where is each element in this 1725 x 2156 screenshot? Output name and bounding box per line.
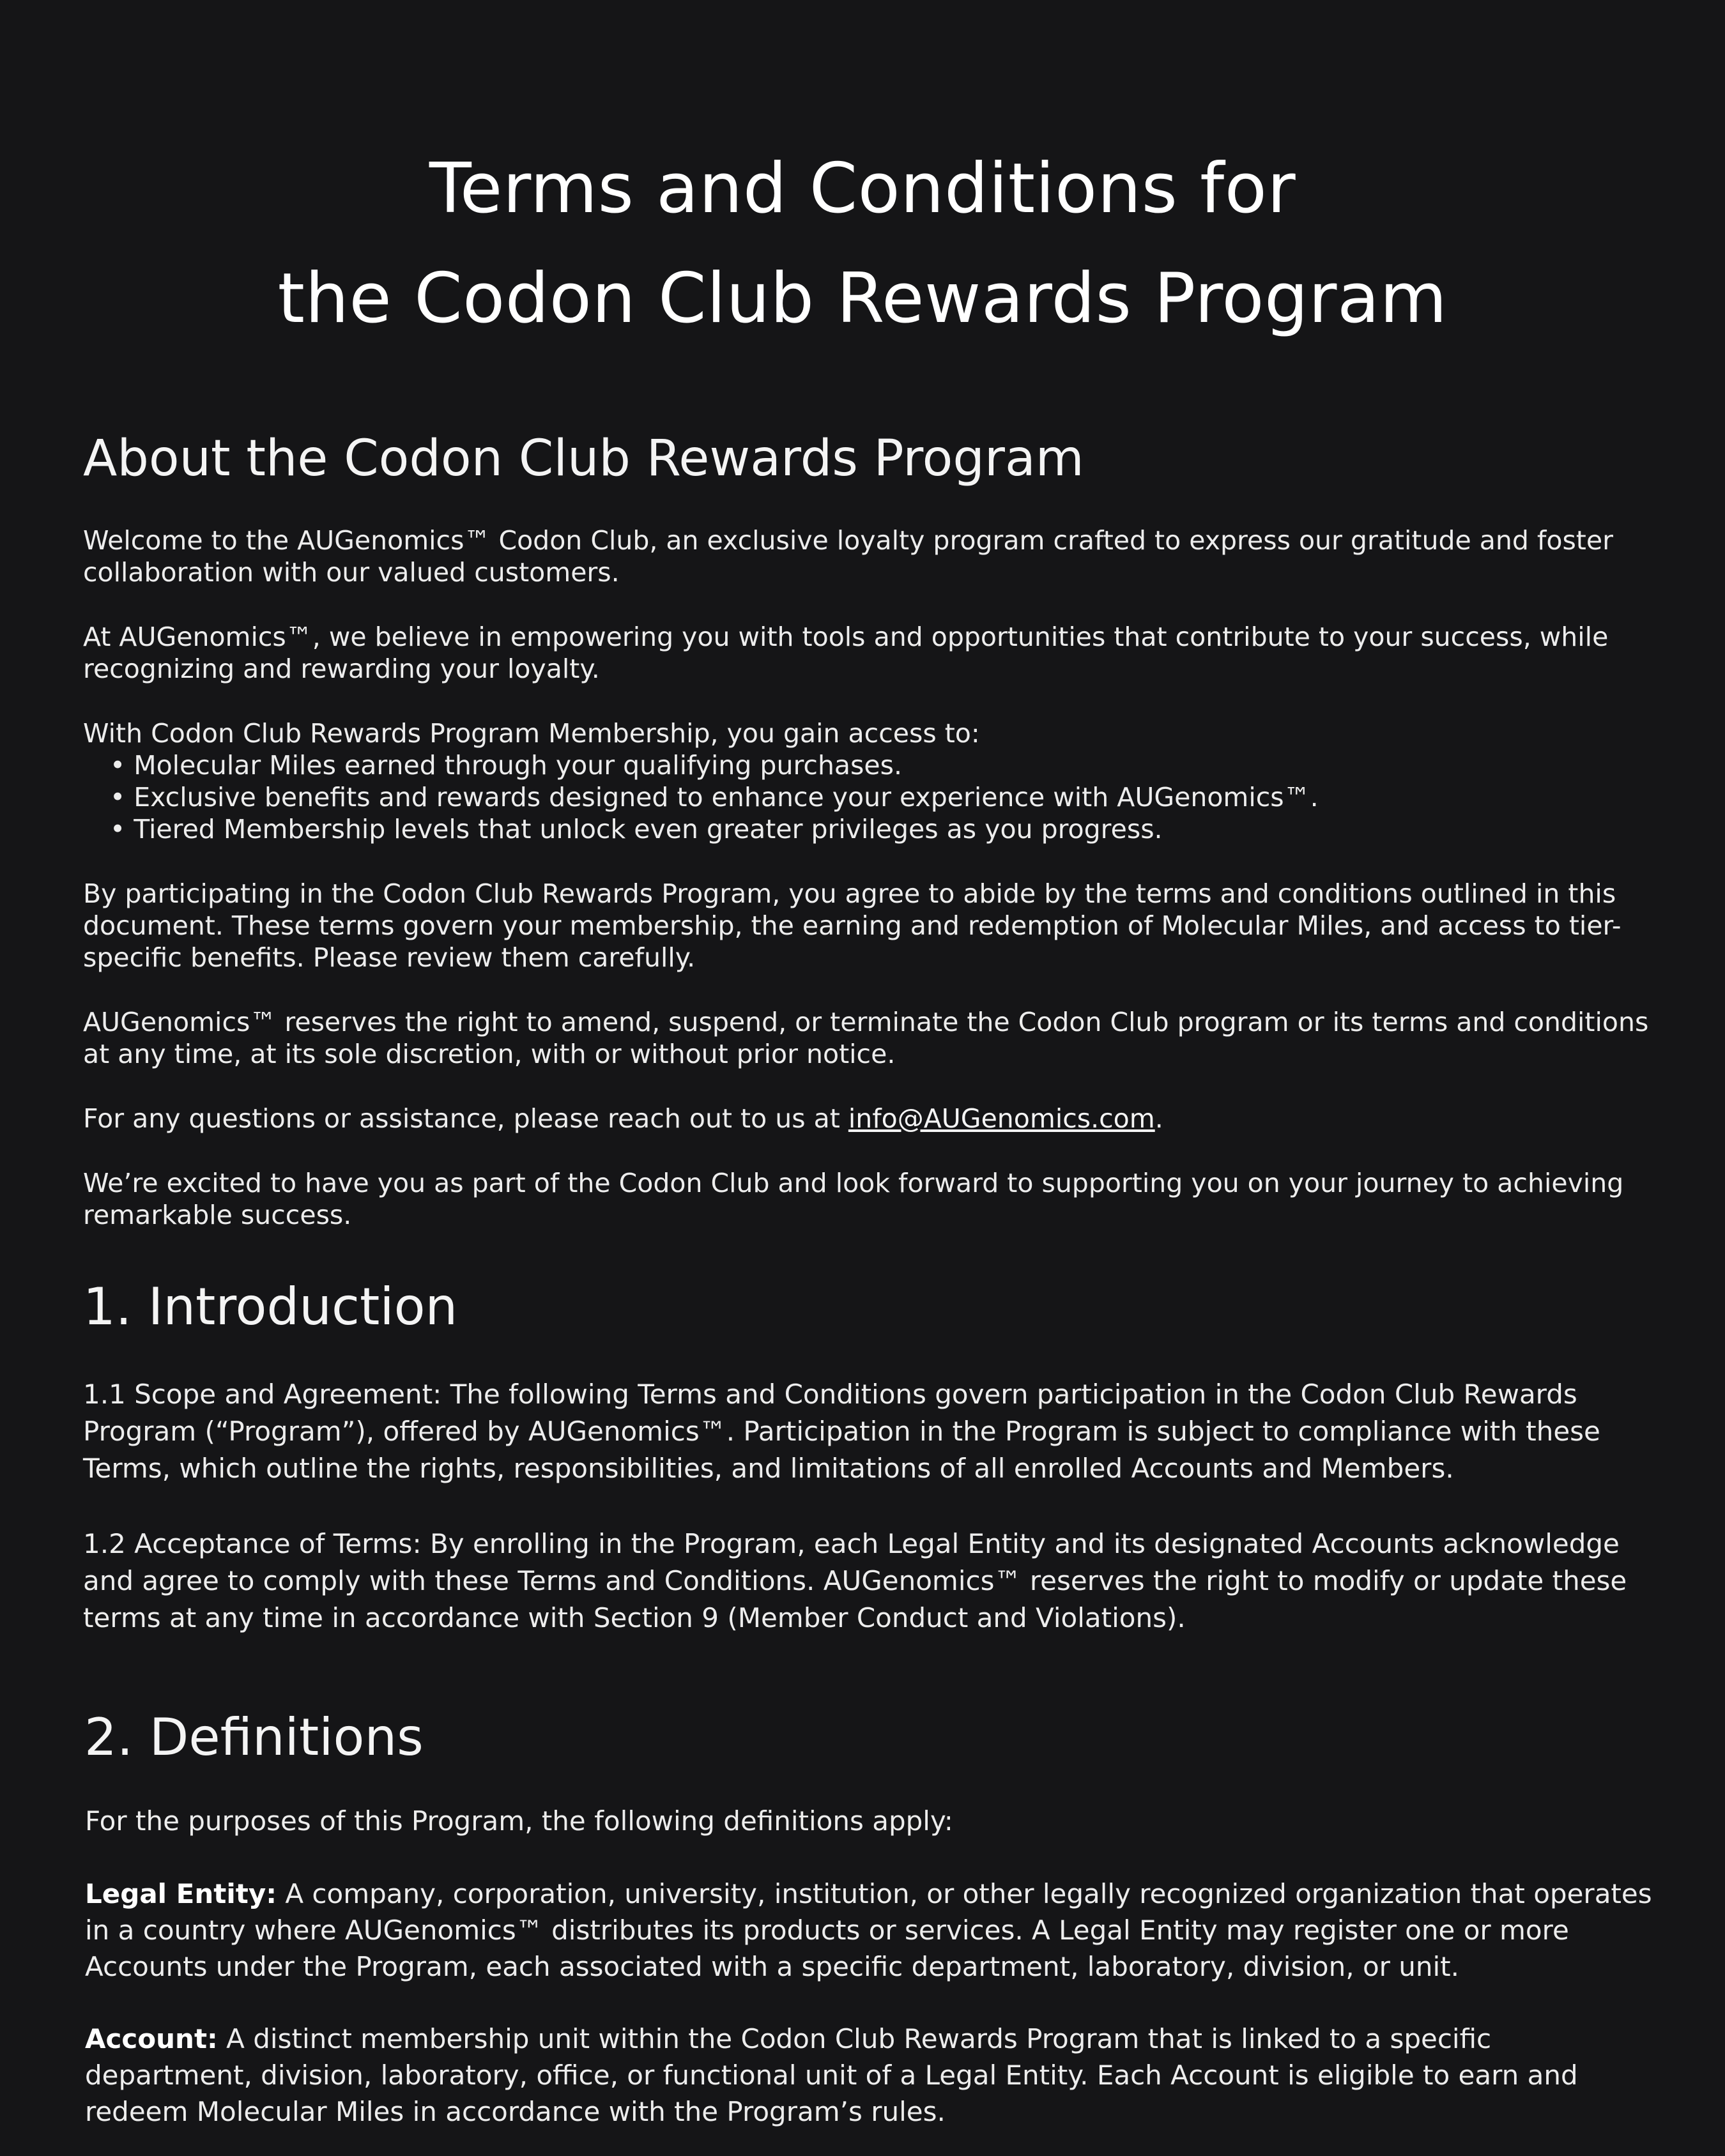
definition-term: Legal Entity:	[85, 1878, 277, 1909]
contact-text-end: .	[1154, 1103, 1163, 1134]
definition-legal-entity	[85, 1876, 1663, 1985]
definition-account	[85, 2021, 1663, 2130]
definitions-intro: For the purposes of this Program, the following definitions apply:	[85, 1805, 953, 1837]
page-title	[0, 134, 1725, 354]
benefits-list	[83, 749, 1661, 845]
about-paragraph-amend: AUGenomics™ reserves the right to amend, suspend, or terminate the Codon Club program or its terms and conditions at any time, at its sole discretion, with or without prior notice.	[83, 1007, 1649, 1069]
about-paragraph-participating: By participating in the Codon Club Rewards Program, you agree to abide by the terms and conditions outlined in this document. These terms govern your membership, the earning and redemption of Molecular Miles, and access to tier-specific benefits. Please review them carefully.	[83, 878, 1621, 973]
contact-text: For any questions or assistance, please reach out to us at	[83, 1103, 848, 1134]
about-paragraph-believe: At AUGenomics™, we believe in empowering you with tools and opportunities that contribute to your success, while recognizing and rewarding your loyalty.	[83, 622, 1609, 684]
definitions-heading: 2. Definitions	[84, 1708, 424, 1767]
membership-benefits	[83, 717, 1661, 845]
definition-text: A distinct membership unit within the Codon Club Rewards Program that is linked to a specific department, division, laboratory, office, or functional unit of a Legal Entity. Each Account is eligible to earn and redeem Molecular Miles in accordance with the Program’s rules.	[85, 2023, 1578, 2127]
list-item: • Tiered Membership levels that unlock even greater privileges as you progress.	[110, 813, 1661, 845]
list-item: • Molecular Miles earned through your qualifying purchases.	[110, 749, 1661, 781]
about-paragraph-contact	[83, 1103, 1661, 1135]
definition-text: A company, corporation, university, institution, or other legally recognized organization that operates in a country where AUGenomics™ distributes its products or services. A Legal Entity may register one or more Accounts under the Program, each associated with a specific department, laboratory, division, or unit.	[85, 1878, 1652, 1982]
about-paragraph-excited: We’re excited to have you as part of the Codon Club and look forward to supporting you on your journey to achieving remarkable success.	[83, 1168, 1624, 1230]
page-title-line-1: Terms and Conditions for	[429, 149, 1296, 229]
about-paragraph-welcome: Welcome to the AUGenomics™ Codon Club, an exclusive loyalty program crafted to express our gratitude and foster collaboration with our valued customers.	[83, 525, 1613, 588]
intro-scope-agreement: 1.1 Scope and Agreement: The following Terms and Conditions govern participation in the Codon Club Rewards Program (“Program”), offered by AUGenomics™. Participation in the Program is subject to compliance with these Terms, which outline the rights, responsibilities, and limitations of all enrolled Accounts and Members.	[83, 1379, 1600, 1484]
introduction-heading: 1. Introduction	[83, 1277, 458, 1336]
definition-term: Account:	[85, 2023, 218, 2054]
membership-benefits-intro: With Codon Club Rewards Program Membership, you gain access to:	[83, 718, 980, 749]
about-heading: About the Codon Club Rewards Program	[83, 430, 1084, 487]
list-item: • Exclusive benefits and rewards designed to enhance your experience with AUGenomics™.	[110, 781, 1661, 813]
contact-email-link[interactable]: info@AUGenomics.com	[848, 1103, 1155, 1134]
intro-acceptance-terms: 1.2 Acceptance of Terms: By enrolling in the Program, each Legal Entity and its designated Accounts acknowledge and agree to comply with these Terms and Conditions. AUGenomics™ reserves the right to modify or update these terms at any time in accordance with Section 9 (Member Conduct and Violations).	[83, 1528, 1627, 1633]
page-title-line-2: the Codon Club Rewards Program	[277, 259, 1448, 339]
